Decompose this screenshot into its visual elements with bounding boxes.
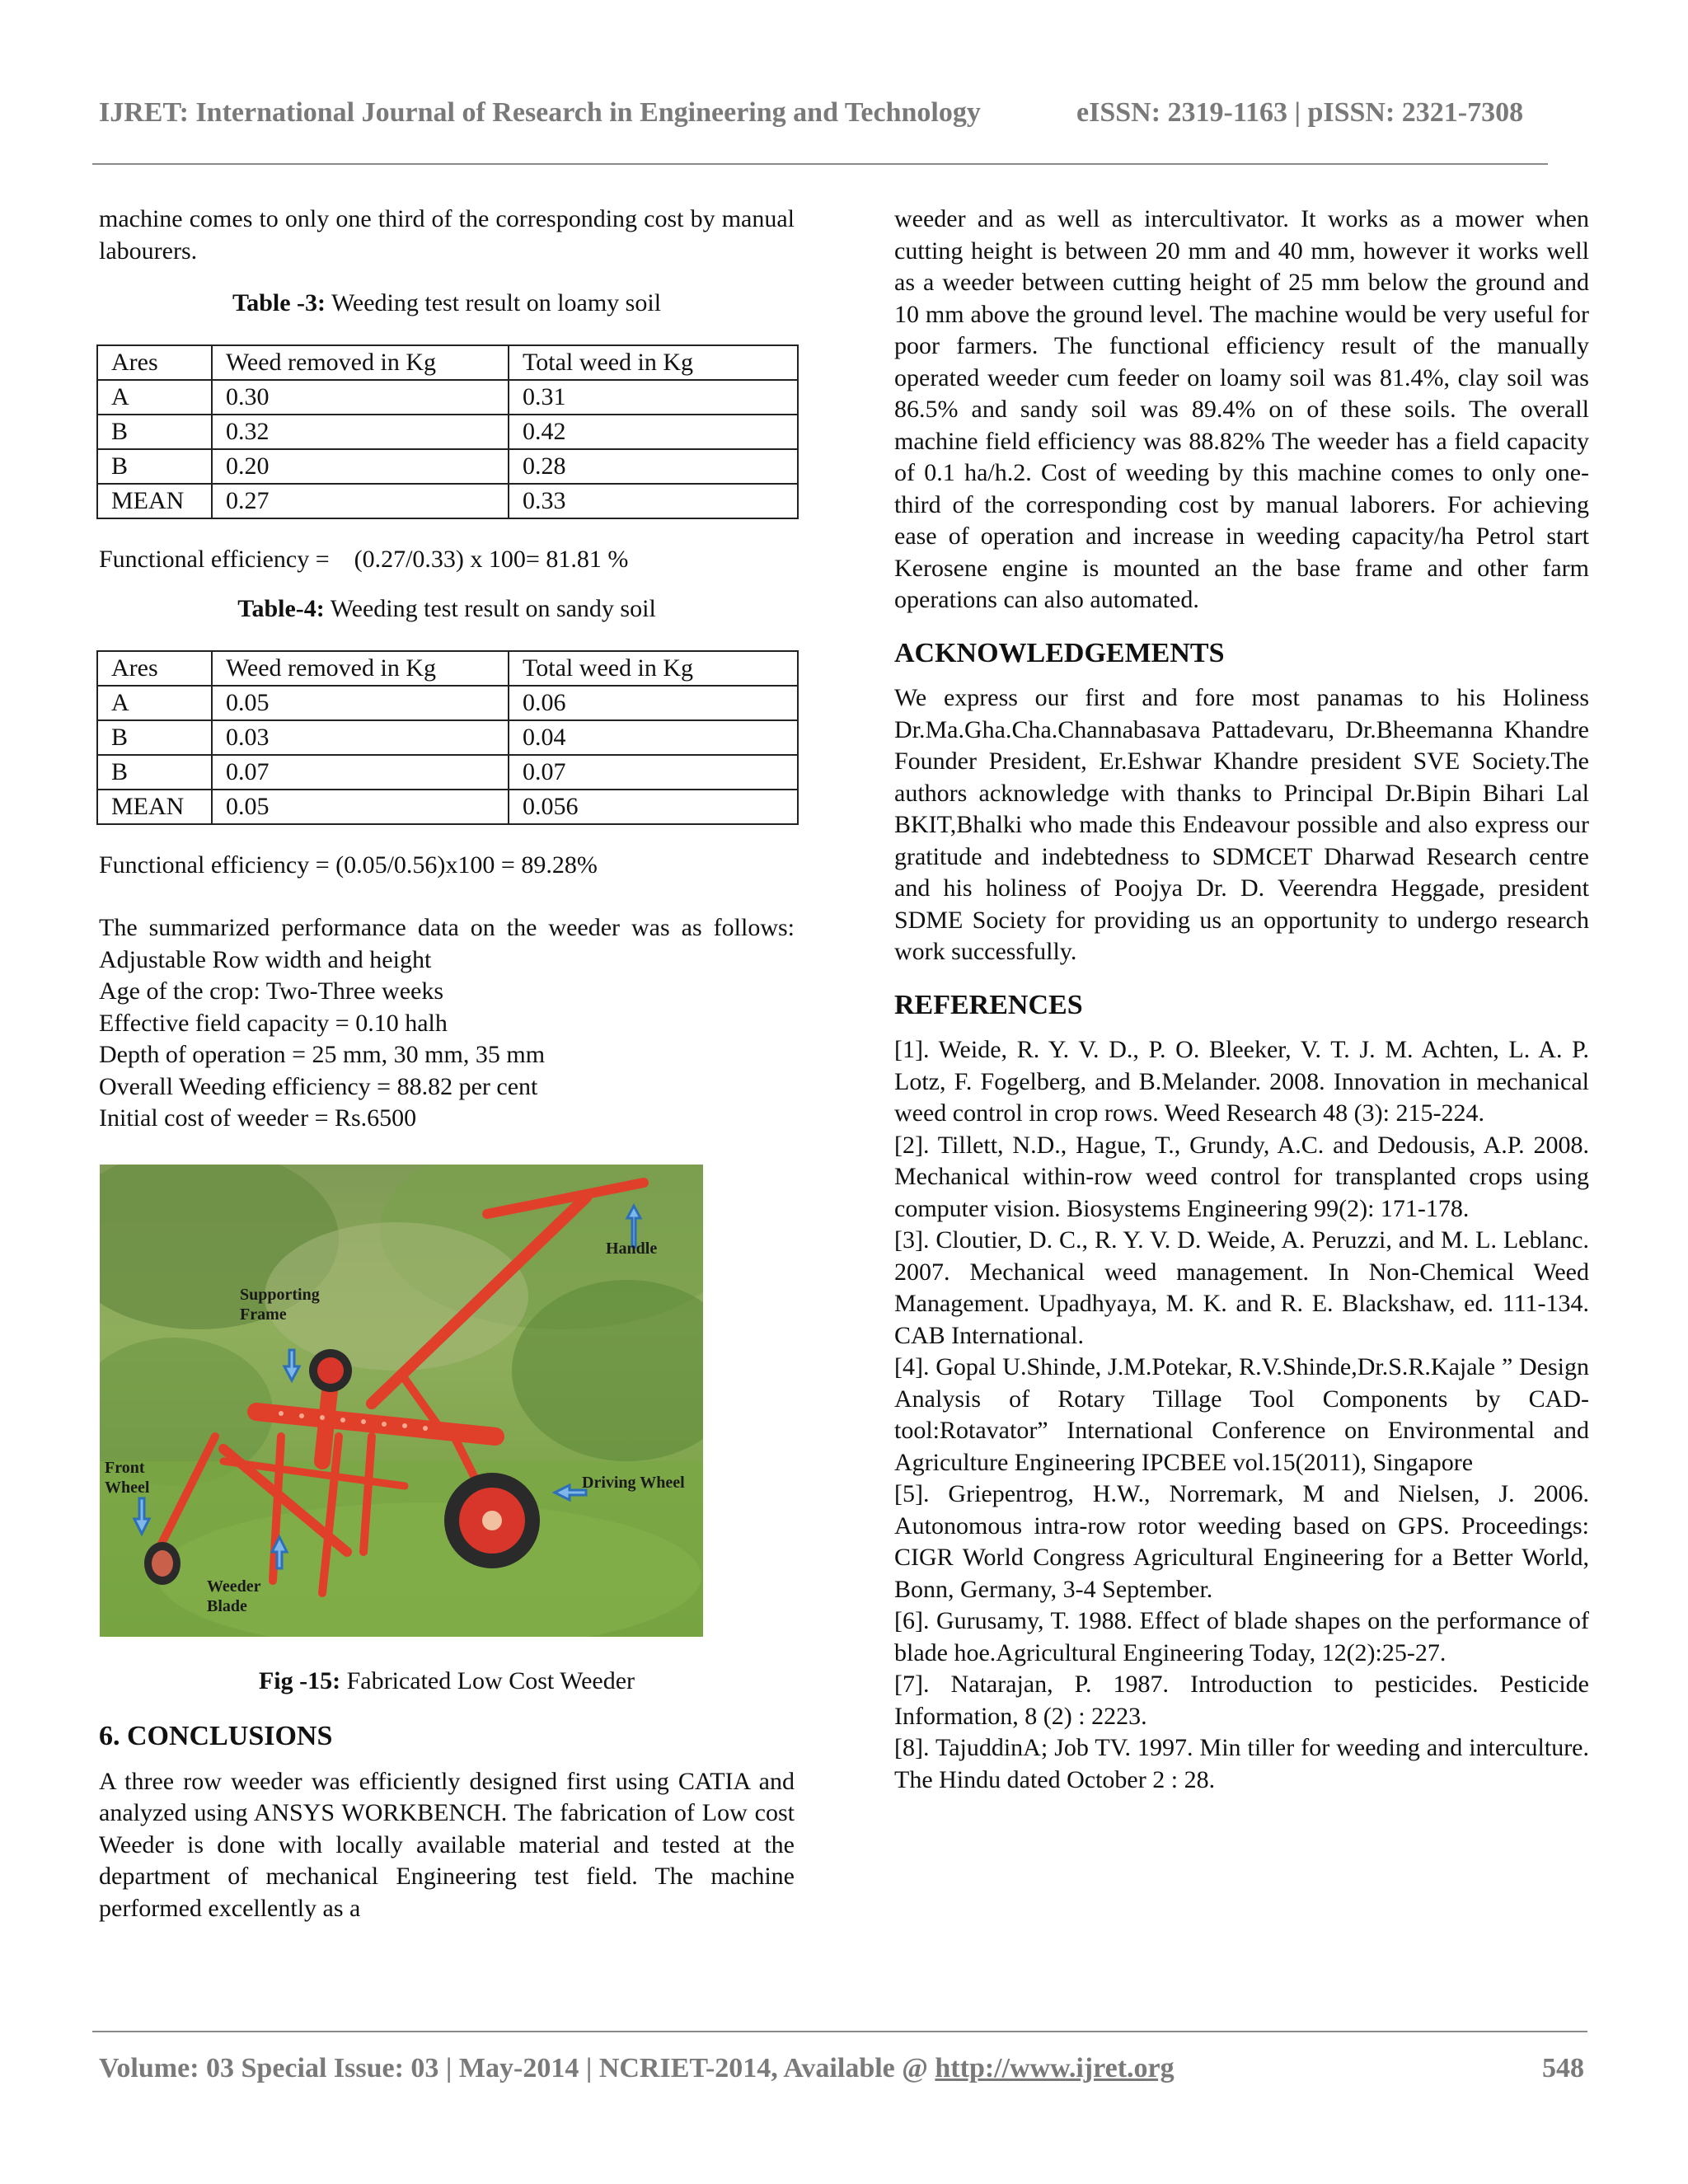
table-cell: 0.07 xyxy=(509,755,798,790)
table-row xyxy=(97,720,798,755)
table-row xyxy=(97,484,798,518)
table-row xyxy=(97,790,798,824)
table-header-row xyxy=(97,651,798,686)
efficiency-loamy xyxy=(99,544,795,576)
table-cell: B xyxy=(97,449,212,484)
label-supporting-1: Supporting xyxy=(240,1285,320,1304)
table3-caption-label: Table -3: xyxy=(232,289,326,316)
label-weeder-1: Weeder xyxy=(207,1577,261,1596)
weeder-photo xyxy=(100,1165,703,1637)
table-row xyxy=(97,449,798,484)
weeder-figure xyxy=(100,1165,703,1637)
page-number: 548 xyxy=(1542,2053,1584,2083)
efficiency-sandy: Functional efficiency = (0.05/0.56)x100 = 89.28% xyxy=(99,851,598,879)
intro-paragraph: machine comes to only one third of the corresponding cost by manual labourers. xyxy=(99,205,795,265)
references-heading: REFERENCES xyxy=(894,989,1083,1020)
table-cell: B xyxy=(97,415,212,449)
table-cell: 0.33 xyxy=(509,484,798,518)
summary-line: Effective field capacity = 0.10 halh xyxy=(99,1009,448,1037)
right-column xyxy=(894,204,1589,1796)
left-column xyxy=(99,204,795,1924)
table-header-cell: Total weed in Kg xyxy=(509,651,798,686)
table-row xyxy=(97,686,798,720)
reference-list xyxy=(894,1034,1589,1796)
label-handle: Handle xyxy=(606,1239,658,1258)
journal-link[interactable]: http://www.ijret.org xyxy=(935,2053,1175,2083)
table-cell: 0.04 xyxy=(509,720,798,755)
page-footer xyxy=(99,2053,1584,2084)
conclusions-paragraph: A three row weeder was efficiently designed first using CATIA and analyzed using ANSYS WORKBENCH. The fabrication of Low cost Weeder is done with locally available material and tested at the department of mechanical Engineering test field. The machine performed excellently as a xyxy=(99,1767,795,1922)
reference-item: [5]. Griepentrog, H.W., Norremark, M and Nielsen, J. 2006. Autonomous intra-row rotor weeding based on GPS. Proceedings: CIGR World Congress Agricultural Engineering for a Better World, Bonn, Germany, 3-4 September. xyxy=(894,1480,1589,1603)
label-front-1: Front xyxy=(105,1458,145,1477)
reference-item: [4]. Gopal U.Shinde, J.M.Potekar, R.V.Shinde,Dr.S.R.Kajale ” Design Analysis of Rotary Tillage Tool Components by CAD-tool:Rotavator” International Conference on Environmental and Agriculture Engineering IPCBEE vol.15(2011), Singapore xyxy=(894,1353,1589,1476)
table-cell: B xyxy=(97,755,212,790)
figure-caption-label: Fig -15: xyxy=(258,1666,341,1694)
figure-caption-text: Fabricated Low Cost Weeder xyxy=(340,1666,635,1694)
summary-line: Depth of operation = 25 mm, 30 mm, 35 mm xyxy=(99,1041,546,1068)
figure-caption xyxy=(99,1666,795,1698)
summary-line: Initial cost of weeder = Rs.6500 xyxy=(99,1104,417,1132)
journal-title: IJRET: International Journal of Research in Engineering and Technology xyxy=(99,97,981,128)
reference-item: [8]. TajuddinA; Job TV. 1997. Min tiller for weeding and interculture. The Hindu dated October 2 : 28. xyxy=(894,1734,1589,1793)
table-cell: 0.42 xyxy=(509,415,798,449)
table-cell: 0.30 xyxy=(212,380,509,415)
table3-caption-text: Weeding test result on loamy soil xyxy=(326,289,662,316)
table-cell: 0.20 xyxy=(212,449,509,484)
table-header-cell: Total weed in Kg xyxy=(509,345,798,380)
table-cell: 0.05 xyxy=(212,790,509,824)
efficiency-label: Functional efficiency = xyxy=(99,545,330,573)
table-header-cell: Weed removed in Kg xyxy=(212,345,509,380)
conclusions-continuation: weeder and as well as intercultivator. It works as a mower when cutting height is between 20 mm and 40 mm, however it works well as a weeder between cutting height of 25 mm below the ground and 10 mm above the ground level. The machine would be very useful for poor farmers. The functional efficiency result of the manually operated weeder cum feeder on loamy soil was 81.4%, clay soil was 86.5% and sandy soil was 89.4% on of these soils. The overall machine field efficiency was 88.82% The weeder has a field capacity of 0.1 ha/h.2. Cost of weeding by this machine comes to only one-third of the corresponding cost by manual laborers. For achieving ease of operation and increase in weeding capacity/ha Petrol start Kerosene engine is mounted an the base frame and other farm operations can also automated. xyxy=(894,205,1589,613)
table3-caption xyxy=(99,288,795,320)
label-weeder-2: Blade xyxy=(207,1596,247,1615)
reference-item: [1]. Weide, R. Y. V. D., P. O. Bleeker, V. T. J. M. Achten, L. A. P. Lotz, F. Fogelberg, and B.Melander. 2008. Innovation in mechanical weed control in crop rows. Weed Research 48 (3): 215-224. xyxy=(894,1036,1589,1127)
table4-caption-label: Table-4: xyxy=(237,595,325,622)
table-cell: 0.07 xyxy=(212,755,509,790)
footer-text: Volume: 03 Special Issue: 03 | May-2014 | NCRIET-2014, Available @ xyxy=(99,2053,935,2083)
summary-line: Age of the crop: Two-Three weeks xyxy=(99,977,444,1005)
table-header-cell: Ares xyxy=(97,345,212,380)
table3 xyxy=(96,344,799,519)
reference-item: [2]. Tillett, N.D., Hague, T., Grundy, A.C. and Dedousis, A.P. 2008. Mechanical within-row weed control for transplanted crops using computer vision. Biosystems Engineering 99(2): 171-178. xyxy=(894,1131,1589,1222)
acknowledgements-paragraph: We express our first and fore most panamas to his Holiness Dr.Ma.Gha.Cha.Channabasava Pattadevaru, Dr.Bheemanna Khandre Founder President, Er.Eshwar Khandre president SVE Society.The authors acknowledge with thanks to Principal Dr.Bipin Bihari Lal BKIT,Bhalki who made this Endeavour possible and also express our gratitude and indebtedness to SDMCET Dharwad Research centre and his holiness of Poojya Dr. D. Veerendra Heggade, president SDME Society for providing us an opportunity to undergo research work successfully. xyxy=(894,684,1589,965)
table-cell: 0.32 xyxy=(212,415,509,449)
table4-caption xyxy=(99,593,795,626)
table-header-cell: Weed removed in Kg xyxy=(212,651,509,686)
table-row xyxy=(97,415,798,449)
summary-intro: The summarized performance data on the weeder was as follows: Adjustable Row width and height xyxy=(99,914,795,973)
table-cell: A xyxy=(97,380,212,415)
table-cell: A xyxy=(97,686,212,720)
table-cell: 0.056 xyxy=(509,790,798,824)
table-row xyxy=(97,380,798,415)
table-cell: 0.03 xyxy=(212,720,509,755)
table-cell: 0.06 xyxy=(509,686,798,720)
issn-info: eISSN: 2319-1163 | pISSN: 2321-7308 xyxy=(1076,97,1524,128)
footer-rule xyxy=(92,2031,1587,2032)
table-cell: B xyxy=(97,720,212,755)
table-cell: MEAN xyxy=(97,484,212,518)
reference-item: [3]. Cloutier, D. C., R. Y. V. D. Weide, A. Peruzzi, and M. L. Leblanc. 2007. Mechanical weed management. In Non-Chemical Weed Management. Upadhyaya, M. K. and R. E. Blackshaw, ed. 111-134. CAB International. xyxy=(894,1226,1589,1349)
table-cell: 0.31 xyxy=(509,380,798,415)
table4-caption-text: Weeding test result on sandy soil xyxy=(324,595,656,622)
label-supporting-2: Frame xyxy=(240,1305,287,1324)
efficiency-value: (0.27/0.33) x 100= 81.81 % xyxy=(354,545,629,573)
reference-item: [7]. Natarajan, P. 1987. Introduction to pesticides. Pesticide Information, 8 (2) : 2223. xyxy=(894,1671,1589,1730)
table-cell: 0.05 xyxy=(212,686,509,720)
table-cell: 0.28 xyxy=(509,449,798,484)
table4 xyxy=(96,650,799,825)
summary-line: Overall Weeding efficiency = 88.82 per cent xyxy=(99,1072,538,1100)
table-cell: 0.27 xyxy=(212,484,509,518)
label-front-2: Wheel xyxy=(105,1478,150,1497)
table-row xyxy=(97,755,798,790)
acknowledgements-heading: ACKNOWLEDGEMENTS xyxy=(894,637,1225,668)
table-header-cell: Ares xyxy=(97,651,212,686)
reference-item: [6]. Gurusamy, T. 1988. Effect of blade shapes on the performance of blade hoe.Agricultural Engineering Today, 12(2):25-27. xyxy=(894,1607,1589,1666)
conclusions-heading: 6. CONCLUSIONS xyxy=(99,1721,333,1751)
table-cell: MEAN xyxy=(97,790,212,824)
table-header-row xyxy=(97,345,798,380)
label-driving-wheel: Driving Wheel xyxy=(582,1473,685,1492)
header-rule xyxy=(92,163,1548,165)
